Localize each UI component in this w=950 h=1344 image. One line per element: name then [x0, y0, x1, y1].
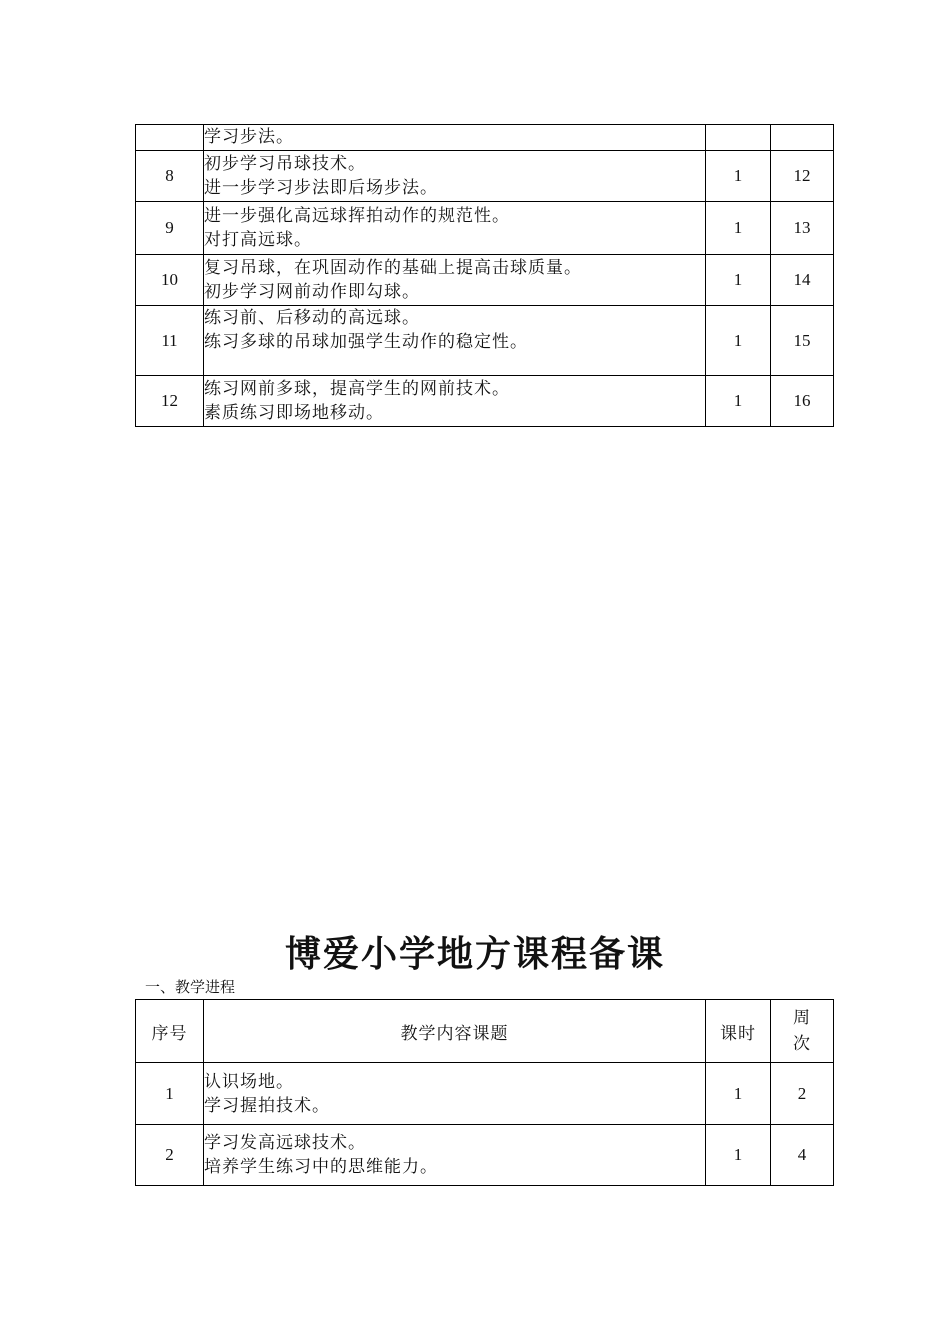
row-number: 9 — [136, 202, 204, 255]
row-week: 15 — [771, 306, 834, 376]
table-row — [136, 376, 834, 427]
table-row — [136, 125, 834, 151]
row-number: 1 — [136, 1063, 204, 1125]
content-line: 学习步法。 — [204, 127, 294, 147]
content-line: 初步学习网前动作即勾球。 — [204, 282, 420, 302]
row-hours: 1 — [706, 306, 771, 376]
header-number: 序号 — [136, 1000, 204, 1063]
content-line: 素质练习即场地移动。 — [204, 403, 384, 423]
row-content — [204, 125, 706, 151]
row-hours: 1 — [706, 151, 771, 202]
row-hours: 1 — [706, 202, 771, 255]
header-content: 教学内容课题 — [204, 1000, 706, 1063]
content-line: 进一步强化高远球挥拍动作的规范性。 — [204, 206, 510, 226]
row-week: 2 — [771, 1063, 834, 1125]
row-week — [771, 125, 834, 151]
row-hours: 1 — [706, 376, 771, 427]
page-title: 博爱小学地方课程备课 — [284, 934, 665, 975]
schedule-table — [135, 999, 834, 1186]
row-week: 12 — [771, 151, 834, 202]
content-line: 培养学生练习中的思维能力。 — [204, 1157, 438, 1177]
row-hours: 1 — [706, 1125, 771, 1186]
content-line: 认识场地。 — [204, 1071, 294, 1092]
header-week-line: 次 — [793, 1034, 811, 1054]
header-week-line: 周 — [793, 1008, 811, 1028]
table-header-row — [136, 1000, 834, 1063]
content-line: 对打高远球。 — [204, 230, 312, 250]
content-line: 学习握拍技术。 — [204, 1095, 330, 1116]
header-week — [771, 1000, 834, 1063]
table-row — [136, 255, 834, 306]
table-row — [136, 1125, 834, 1186]
row-content — [204, 255, 706, 306]
row-content — [204, 1063, 706, 1125]
table-row — [136, 306, 834, 376]
row-number: 12 — [136, 376, 204, 427]
table-row — [136, 202, 834, 255]
row-number — [136, 125, 204, 151]
content-line: 练习多球的吊球加强学生动作的稳定性。 — [204, 332, 528, 352]
row-number: 2 — [136, 1125, 204, 1186]
content-line: 复习吊球，在巩固动作的基础上提高击球质量。 — [204, 258, 582, 278]
row-hours: 1 — [706, 1063, 771, 1125]
content-line: 进一步学习步法即后场步法。 — [204, 178, 438, 198]
table-row — [136, 1063, 834, 1125]
row-hours — [706, 125, 771, 151]
row-content — [204, 1125, 706, 1186]
row-number: 8 — [136, 151, 204, 202]
content-line: 练习网前多球，提高学生的网前技术。 — [204, 379, 510, 399]
row-content — [204, 306, 706, 376]
content-line: 初步学习吊球技术。 — [204, 154, 366, 174]
row-number: 10 — [136, 255, 204, 306]
row-number: 11 — [136, 306, 204, 376]
table-row — [136, 151, 834, 202]
row-week: 14 — [771, 255, 834, 306]
schedule-table-continued — [135, 124, 834, 427]
row-content — [204, 376, 706, 427]
section-heading: 一、教学进程 — [145, 978, 236, 996]
content-line: 练习前、后移动的高远球。 — [204, 308, 420, 328]
row-hours: 1 — [706, 255, 771, 306]
row-content — [204, 151, 706, 202]
row-content — [204, 202, 706, 255]
row-week: 13 — [771, 202, 834, 255]
row-week: 16 — [771, 376, 834, 427]
content-line: 学习发高远球技术。 — [204, 1133, 366, 1153]
row-week: 4 — [771, 1125, 834, 1186]
header-hours: 课时 — [706, 1000, 771, 1063]
